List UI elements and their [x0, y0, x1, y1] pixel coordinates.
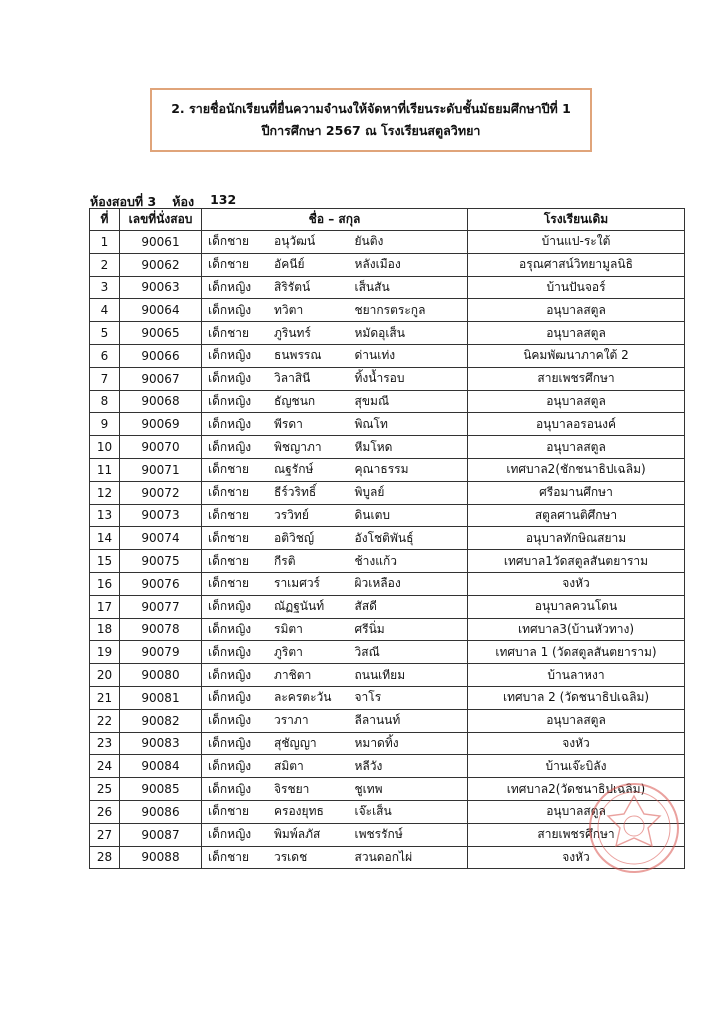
table-row [90, 481, 685, 504]
row-last-name: จาโร [351, 686, 468, 709]
row-last-name: ถนนเทียม [351, 664, 468, 687]
row-no: 7 [90, 367, 120, 390]
row-name-cell [202, 413, 351, 436]
row-first-name: สมิตา [274, 758, 304, 773]
row-no: 12 [90, 481, 120, 504]
row-seat-number: 90062 [120, 253, 202, 276]
row-no: 27 [90, 823, 120, 846]
row-last-name: หมัดอุเส็น [351, 322, 468, 345]
row-seat-number: 90079 [120, 641, 202, 664]
row-prefix: เด็กชาย [208, 507, 250, 522]
row-first-name: รมิตา [274, 621, 303, 636]
row-name-cell [202, 527, 351, 550]
row-first-name: วรวิทย์ [274, 507, 309, 522]
row-school: สายเพชรศึกษา [468, 367, 685, 390]
table-row [90, 595, 685, 618]
table-row [90, 299, 685, 322]
row-prefix: เด็กหญิง [208, 416, 252, 431]
row-seat-number: 90085 [120, 778, 202, 801]
row-first-name: ธัญชนก [274, 393, 316, 408]
row-prefix: เด็กหญิง [208, 781, 252, 796]
row-prefix: เด็กหญิง [208, 644, 252, 659]
row-last-name: ศรีนิ่ม [351, 618, 468, 641]
row-first-name: วิลาสินี [274, 371, 311, 386]
row-first-name: ละครตะวัน [274, 690, 332, 705]
row-name-cell [202, 322, 351, 345]
row-seat-number: 90082 [120, 709, 202, 732]
row-last-name: ช้างแก้ว [351, 550, 468, 573]
row-seat-number: 90063 [120, 276, 202, 299]
row-no: 19 [90, 641, 120, 664]
table-row [90, 231, 685, 254]
row-first-name: พิมพ์ลภัส [274, 827, 321, 842]
row-last-name: หลีวัง [351, 755, 468, 778]
row-school: อนุบาลควนโดน [468, 595, 685, 618]
row-first-name: อติวิชญ์ [274, 530, 315, 545]
row-school: นิคมพัฒนาภาคใต้ 2 [468, 344, 685, 367]
row-first-name: ราเมศวร์ [274, 576, 320, 591]
row-no: 20 [90, 664, 120, 687]
row-no: 3 [90, 276, 120, 299]
table-row [90, 253, 685, 276]
row-school: อนุบาลทักษิณสยาม [468, 527, 685, 550]
row-name-cell [202, 231, 351, 254]
table-row [90, 550, 685, 573]
row-prefix: เด็กชาย [208, 576, 250, 591]
row-school: อนุบาลสตูล [468, 322, 685, 345]
student-table [89, 208, 685, 869]
row-no: 13 [90, 504, 120, 527]
row-no: 21 [90, 686, 120, 709]
row-prefix: เด็กชาย [208, 234, 250, 249]
row-no: 16 [90, 572, 120, 595]
row-first-name: ทวิตา [274, 302, 304, 317]
header-name: ชื่อ – สกุล [202, 209, 468, 231]
row-no: 1 [90, 231, 120, 254]
row-prefix: เด็กหญิง [208, 713, 252, 728]
row-seat-number: 90066 [120, 344, 202, 367]
row-no: 24 [90, 755, 120, 778]
table-row [90, 276, 685, 299]
row-name-cell [202, 344, 351, 367]
row-prefix: เด็กหญิง [208, 439, 252, 454]
row-name-cell [202, 755, 351, 778]
row-name-cell [202, 458, 351, 481]
table-row [90, 641, 685, 664]
room-label: ห้อง [172, 194, 195, 209]
row-seat-number: 90071 [120, 458, 202, 481]
row-prefix: เด็กชาย [208, 530, 250, 545]
row-first-name: ภูริตา [274, 644, 303, 659]
row-first-name: ณฐรักษ์ [274, 462, 314, 477]
row-last-name: อังโชติพันธุ์ [351, 527, 468, 550]
row-first-name: ธีร์วริทธิ์ [274, 485, 317, 500]
row-name-cell [202, 436, 351, 459]
table-row [90, 572, 685, 595]
row-school: บ้านปันจอร์ [468, 276, 685, 299]
table-row [90, 322, 685, 345]
row-school: บ้านลาหงา [468, 664, 685, 687]
row-first-name: กีรติ [274, 553, 296, 568]
row-first-name: สิริรัตน์ [274, 279, 311, 294]
row-prefix: เด็กหญิง [208, 371, 252, 386]
header-seat: เลขที่นั่งสอบ [120, 209, 202, 231]
row-seat-number: 90077 [120, 595, 202, 618]
table-row [90, 686, 685, 709]
row-first-name: พีรดา [274, 416, 303, 431]
row-seat-number: 90076 [120, 572, 202, 595]
row-seat-number: 90065 [120, 322, 202, 345]
row-name-cell [202, 641, 351, 664]
table-row [90, 732, 685, 755]
row-name-cell [202, 732, 351, 755]
row-last-name: คุณาธรรม [351, 458, 468, 481]
table-row [90, 367, 685, 390]
room-number: 132 [210, 192, 237, 207]
table-row [90, 664, 685, 687]
table-row [90, 800, 685, 823]
row-last-name: สัสดี [351, 595, 468, 618]
row-prefix: เด็กหญิง [208, 621, 252, 636]
row-name-cell [202, 367, 351, 390]
row-last-name: หมาดทิ้ง [351, 732, 468, 755]
row-last-name: หีมโหด [351, 436, 468, 459]
row-first-name: ธนพรรณ [274, 348, 322, 363]
row-first-name: ภาชิตา [274, 667, 312, 682]
row-school: สตูลศานติศึกษา [468, 504, 685, 527]
row-first-name: ณัฏฐนันท์ [274, 599, 325, 614]
row-last-name: หลังเมือง [351, 253, 468, 276]
row-school: เทศบาล 2 (วัดชนาธิปเฉลิม) [468, 686, 685, 709]
row-school: อนุบาลสตูล [468, 299, 685, 322]
row-no: 22 [90, 709, 120, 732]
row-school: เทศบาล3(บ้านหัวทาง) [468, 618, 685, 641]
row-seat-number: 90067 [120, 367, 202, 390]
row-seat-number: 90086 [120, 800, 202, 823]
row-last-name: ชูเทพ [351, 778, 468, 801]
row-seat-number: 90061 [120, 231, 202, 254]
row-first-name: วราภา [274, 713, 309, 728]
row-prefix: เด็กชาย [208, 325, 250, 340]
row-first-name: อัคนีย์ [274, 257, 305, 272]
row-name-cell [202, 595, 351, 618]
row-no: 2 [90, 253, 120, 276]
row-prefix: เด็กหญิง [208, 393, 252, 408]
row-school: อรุณศาสน์วิทยามูลนิธิ [468, 253, 685, 276]
table-row [90, 709, 685, 732]
row-name-cell [202, 276, 351, 299]
row-first-name: จิรชยา [274, 781, 310, 796]
row-first-name: สุชัญญา [274, 735, 317, 750]
table-row [90, 504, 685, 527]
row-no: 25 [90, 778, 120, 801]
row-seat-number: 90075 [120, 550, 202, 573]
row-school: อนุบาลสตูล [468, 390, 685, 413]
row-prefix: เด็กหญิง [208, 667, 252, 682]
table-row [90, 846, 685, 869]
row-name-cell [202, 572, 351, 595]
row-seat-number: 90072 [120, 481, 202, 504]
row-last-name: ยันติง [351, 231, 468, 254]
row-no: 6 [90, 344, 120, 367]
row-first-name: วรเดช [274, 849, 308, 864]
row-seat-number: 90083 [120, 732, 202, 755]
row-last-name: เพชรรักษ์ [351, 823, 468, 846]
row-prefix: เด็กหญิง [208, 279, 252, 294]
table-header-row [90, 209, 685, 231]
table-row [90, 755, 685, 778]
row-seat-number: 90087 [120, 823, 202, 846]
row-no: 4 [90, 299, 120, 322]
row-name-cell [202, 686, 351, 709]
table-row [90, 390, 685, 413]
row-seat-number: 90080 [120, 664, 202, 687]
row-name-cell [202, 504, 351, 527]
row-name-cell [202, 664, 351, 687]
row-prefix: เด็กหญิง [208, 758, 252, 773]
row-last-name: สวนดอกไผ่ [351, 846, 468, 869]
title-box [150, 88, 592, 152]
row-no: 14 [90, 527, 120, 550]
row-last-name: พิบูลย์ [351, 481, 468, 504]
row-no: 10 [90, 436, 120, 459]
row-no: 11 [90, 458, 120, 481]
table-row [90, 458, 685, 481]
row-name-cell [202, 800, 351, 823]
row-prefix: เด็กชาย [208, 804, 250, 819]
table-row [90, 823, 685, 846]
row-prefix: เด็กชาย [208, 485, 250, 500]
row-last-name: ชยากรตระกูล [351, 299, 468, 322]
row-prefix: เด็กชาย [208, 553, 250, 568]
row-last-name: ทิ้งน้ำรอบ [351, 367, 468, 390]
row-school: สายเพชรศึกษา [468, 823, 685, 846]
row-name-cell [202, 390, 351, 413]
table-row [90, 778, 685, 801]
row-prefix: เด็กหญิง [208, 599, 252, 614]
row-prefix: เด็กหญิง [208, 735, 252, 750]
table-row [90, 413, 685, 436]
row-first-name: พิชญาภา [274, 439, 322, 454]
row-prefix: เด็กหญิง [208, 827, 252, 842]
row-last-name: ผิวเหลือง [351, 572, 468, 595]
row-school: บ้านแป-ระใต้ [468, 231, 685, 254]
row-seat-number: 90078 [120, 618, 202, 641]
row-seat-number: 90068 [120, 390, 202, 413]
row-school: อนุบาลอรอนงค์ [468, 413, 685, 436]
row-name-cell [202, 709, 351, 732]
row-last-name: ดินเตบ [351, 504, 468, 527]
row-name-cell [202, 778, 351, 801]
row-no: 23 [90, 732, 120, 755]
title-line-1: 2. รายชื่อนักเรียนที่ยื่นความจำนงให้จัดหาที่เรียนระดับชั้นมัธยมศึกษาปีที่ 1 [171, 101, 571, 116]
row-prefix: เด็กหญิง [208, 348, 252, 363]
row-seat-number: 90073 [120, 504, 202, 527]
row-last-name: สุขมณี [351, 390, 468, 413]
table-row [90, 436, 685, 459]
row-school: จงหัว [468, 846, 685, 869]
row-last-name: เส็นสัน [351, 276, 468, 299]
row-school: จงหัว [468, 732, 685, 755]
row-no: 28 [90, 846, 120, 869]
row-no: 9 [90, 413, 120, 436]
row-seat-number: 90070 [120, 436, 202, 459]
exam-room-label: ห้องสอบที่ 3 [90, 194, 157, 209]
row-name-cell [202, 618, 351, 641]
row-school: อนุบาลสตูล [468, 709, 685, 732]
row-name-cell [202, 823, 351, 846]
header-no: ที่ [90, 209, 120, 231]
table-body [90, 231, 685, 869]
row-prefix: เด็กชาย [208, 849, 250, 864]
row-school: บ้านเจ๊ะบิลัง [468, 755, 685, 778]
row-school: อนุบาลสตูล [468, 800, 685, 823]
row-no: 26 [90, 800, 120, 823]
row-name-cell [202, 299, 351, 322]
row-seat-number: 90074 [120, 527, 202, 550]
row-no: 15 [90, 550, 120, 573]
row-last-name: ด่านเท่ง [351, 344, 468, 367]
row-seat-number: 90088 [120, 846, 202, 869]
row-seat-number: 90081 [120, 686, 202, 709]
row-seat-number: 90084 [120, 755, 202, 778]
row-school: จงหัว [468, 572, 685, 595]
row-name-cell [202, 550, 351, 573]
row-first-name: ครองยุทธ [274, 804, 324, 819]
row-prefix: เด็กหญิง [208, 302, 252, 317]
row-prefix: เด็กหญิง [208, 690, 252, 705]
row-prefix: เด็กชาย [208, 462, 250, 477]
row-no: 5 [90, 322, 120, 345]
table-row [90, 527, 685, 550]
row-no: 18 [90, 618, 120, 641]
table-row [90, 344, 685, 367]
row-school: เทศบาล2(ชักชนาธิปเฉลิม) [468, 458, 685, 481]
header-school: โรงเรียนเดิม [468, 209, 685, 231]
row-seat-number: 90064 [120, 299, 202, 322]
row-last-name: วิสณี [351, 641, 468, 664]
row-first-name: ภูรินทร์ [274, 325, 311, 340]
row-seat-number: 90069 [120, 413, 202, 436]
row-school: อนุบาลสตูล [468, 436, 685, 459]
row-last-name: เจ๊ะเส็น [351, 800, 468, 823]
row-last-name: ลีลานนท์ [351, 709, 468, 732]
row-school: เทศบาล1วัดสตูลสันตยาราม [468, 550, 685, 573]
row-prefix: เด็กชาย [208, 257, 250, 272]
row-school: ศรีอมานศึกษา [468, 481, 685, 504]
row-name-cell [202, 846, 351, 869]
row-school: เทศบาล2(วัดชนาธิปเฉลิม) [468, 778, 685, 801]
row-first-name: อนุวัฒน์ [274, 234, 316, 249]
title-line-2: ปีการศึกษา 2567 ณ โรงเรียนสตูลวิทยา [261, 123, 481, 138]
row-no: 8 [90, 390, 120, 413]
row-no: 17 [90, 595, 120, 618]
row-last-name: พิณโท [351, 413, 468, 436]
row-name-cell [202, 253, 351, 276]
table-row [90, 618, 685, 641]
row-name-cell [202, 481, 351, 504]
row-school: เทศบาล 1 (วัดสตูลสันตยาราม) [468, 641, 685, 664]
